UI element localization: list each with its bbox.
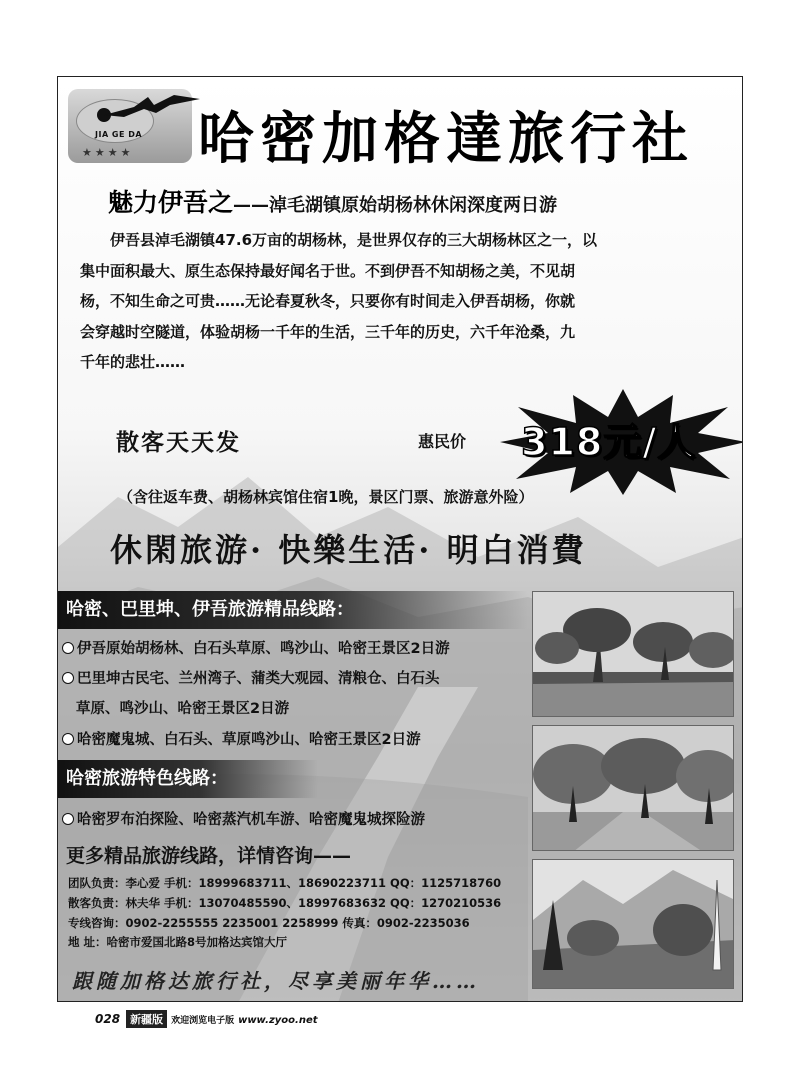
more-routes-heading: 更多精品旅游线路，详情咨询—— (66, 845, 352, 867)
eagle-icon (104, 93, 200, 123)
circle-bullet-icon (62, 672, 74, 684)
footer-url[interactable]: www.zyoo.net (238, 1015, 318, 1026)
tour-headline (108, 183, 557, 219)
intro-line: 杨，不知生命之可贵……无论春夏秋冬，只要你有时间走入伊吾胡杨，你就 (80, 292, 576, 310)
logo-text: JIA GE DA (95, 130, 143, 139)
route-text: 伊吾原始胡杨林、白石头草原、鸣沙山、哈密王景区2日游 (77, 641, 450, 657)
price-includes: （含往返车费、胡杨林宾馆住宿1晚，景区门票、旅游意外险） (118, 488, 534, 506)
intro-paragraph (80, 225, 730, 378)
contact-line: 团队负责：李心爱 手机：18999683711、18690223711 QQ：1125718760 (68, 876, 502, 890)
forest-path-photo (532, 725, 734, 851)
intro-line: 伊吾县淖毛湖镇47.6万亩的胡杨林，是世界仅存的三大胡杨林区之一，以 (110, 231, 598, 249)
contact-line: 专线咨询：0902-2255555 2235001 2258999 传真：0902-2235036 (68, 916, 470, 930)
footer-text: 欢迎浏览电子版 (171, 1016, 235, 1026)
route-text: 哈密罗布泊探险、哈密蒸汽机车游、哈密魔鬼城探险游 (77, 812, 425, 828)
route-text: 草原、鸣沙山、哈密王景区2日游 (76, 701, 290, 717)
route-text: 巴里坤古民宅、兰州湾子、蒲类大观园、清粮仓、白石头 (77, 671, 440, 687)
advertisement-page (57, 76, 743, 1002)
agency-title: 哈密加格達旅行社 (198, 106, 694, 172)
circle-bullet-icon (62, 733, 74, 745)
route-item-continued (76, 697, 289, 718)
headline-main: 魅力伊吾之 (108, 188, 234, 217)
contact-line: 散客负责：林夫华 手机：13070485590、18997683632 QQ：1270210536 (68, 896, 502, 910)
agency-logo (68, 89, 192, 163)
intro-line: 会穿越时空隧道，体验胡杨一千年的生活，三千年的历史，六千年沧桑，九 (80, 322, 576, 341)
edition-badge: 新疆版 (126, 1010, 167, 1028)
headline-sub: ——淖毛湖镇原始胡杨林休闲深度两日游 (233, 195, 558, 216)
poplar-forest-photo (532, 591, 734, 717)
slogan: 休閑旅游· 快樂生活· 明白消費 (110, 531, 587, 569)
circle-bullet-icon (62, 813, 74, 825)
price-label: 惠民价 (418, 432, 467, 451)
page-footer (95, 1008, 318, 1028)
intro-line: 集中面积最大、原生态保持最好闻名于世。不到伊吾不知胡杨之美，不见胡 (80, 261, 576, 280)
price-value: 318元/人 (521, 420, 697, 464)
route-item (62, 667, 440, 688)
route-item (62, 728, 421, 749)
route-item (62, 637, 450, 658)
page-number: 028 (95, 1012, 121, 1026)
daily-departure: 散客天天发 (116, 430, 241, 456)
route-text: 哈密魔鬼城、白石头、草原鸣沙山、哈密王景区2日游 (77, 732, 421, 748)
mountain-forest-photo (532, 859, 734, 989)
special-routes-title: 哈密旅游特色线路： (58, 760, 318, 798)
intro-line: 千年的悲壮…… (80, 353, 186, 371)
premium-routes-title: 哈密、巴里坤、伊吾旅游精品线路： (58, 591, 528, 629)
closing-slogan: 跟随加格达旅行社，尽享美丽年华…… (72, 969, 480, 993)
circle-bullet-icon (62, 642, 74, 654)
route-item (62, 808, 425, 829)
star-rating: ★★★★ (82, 146, 134, 159)
address-line: 地 址：哈密市爱国北路8号加格达宾馆大厅 (68, 935, 288, 949)
